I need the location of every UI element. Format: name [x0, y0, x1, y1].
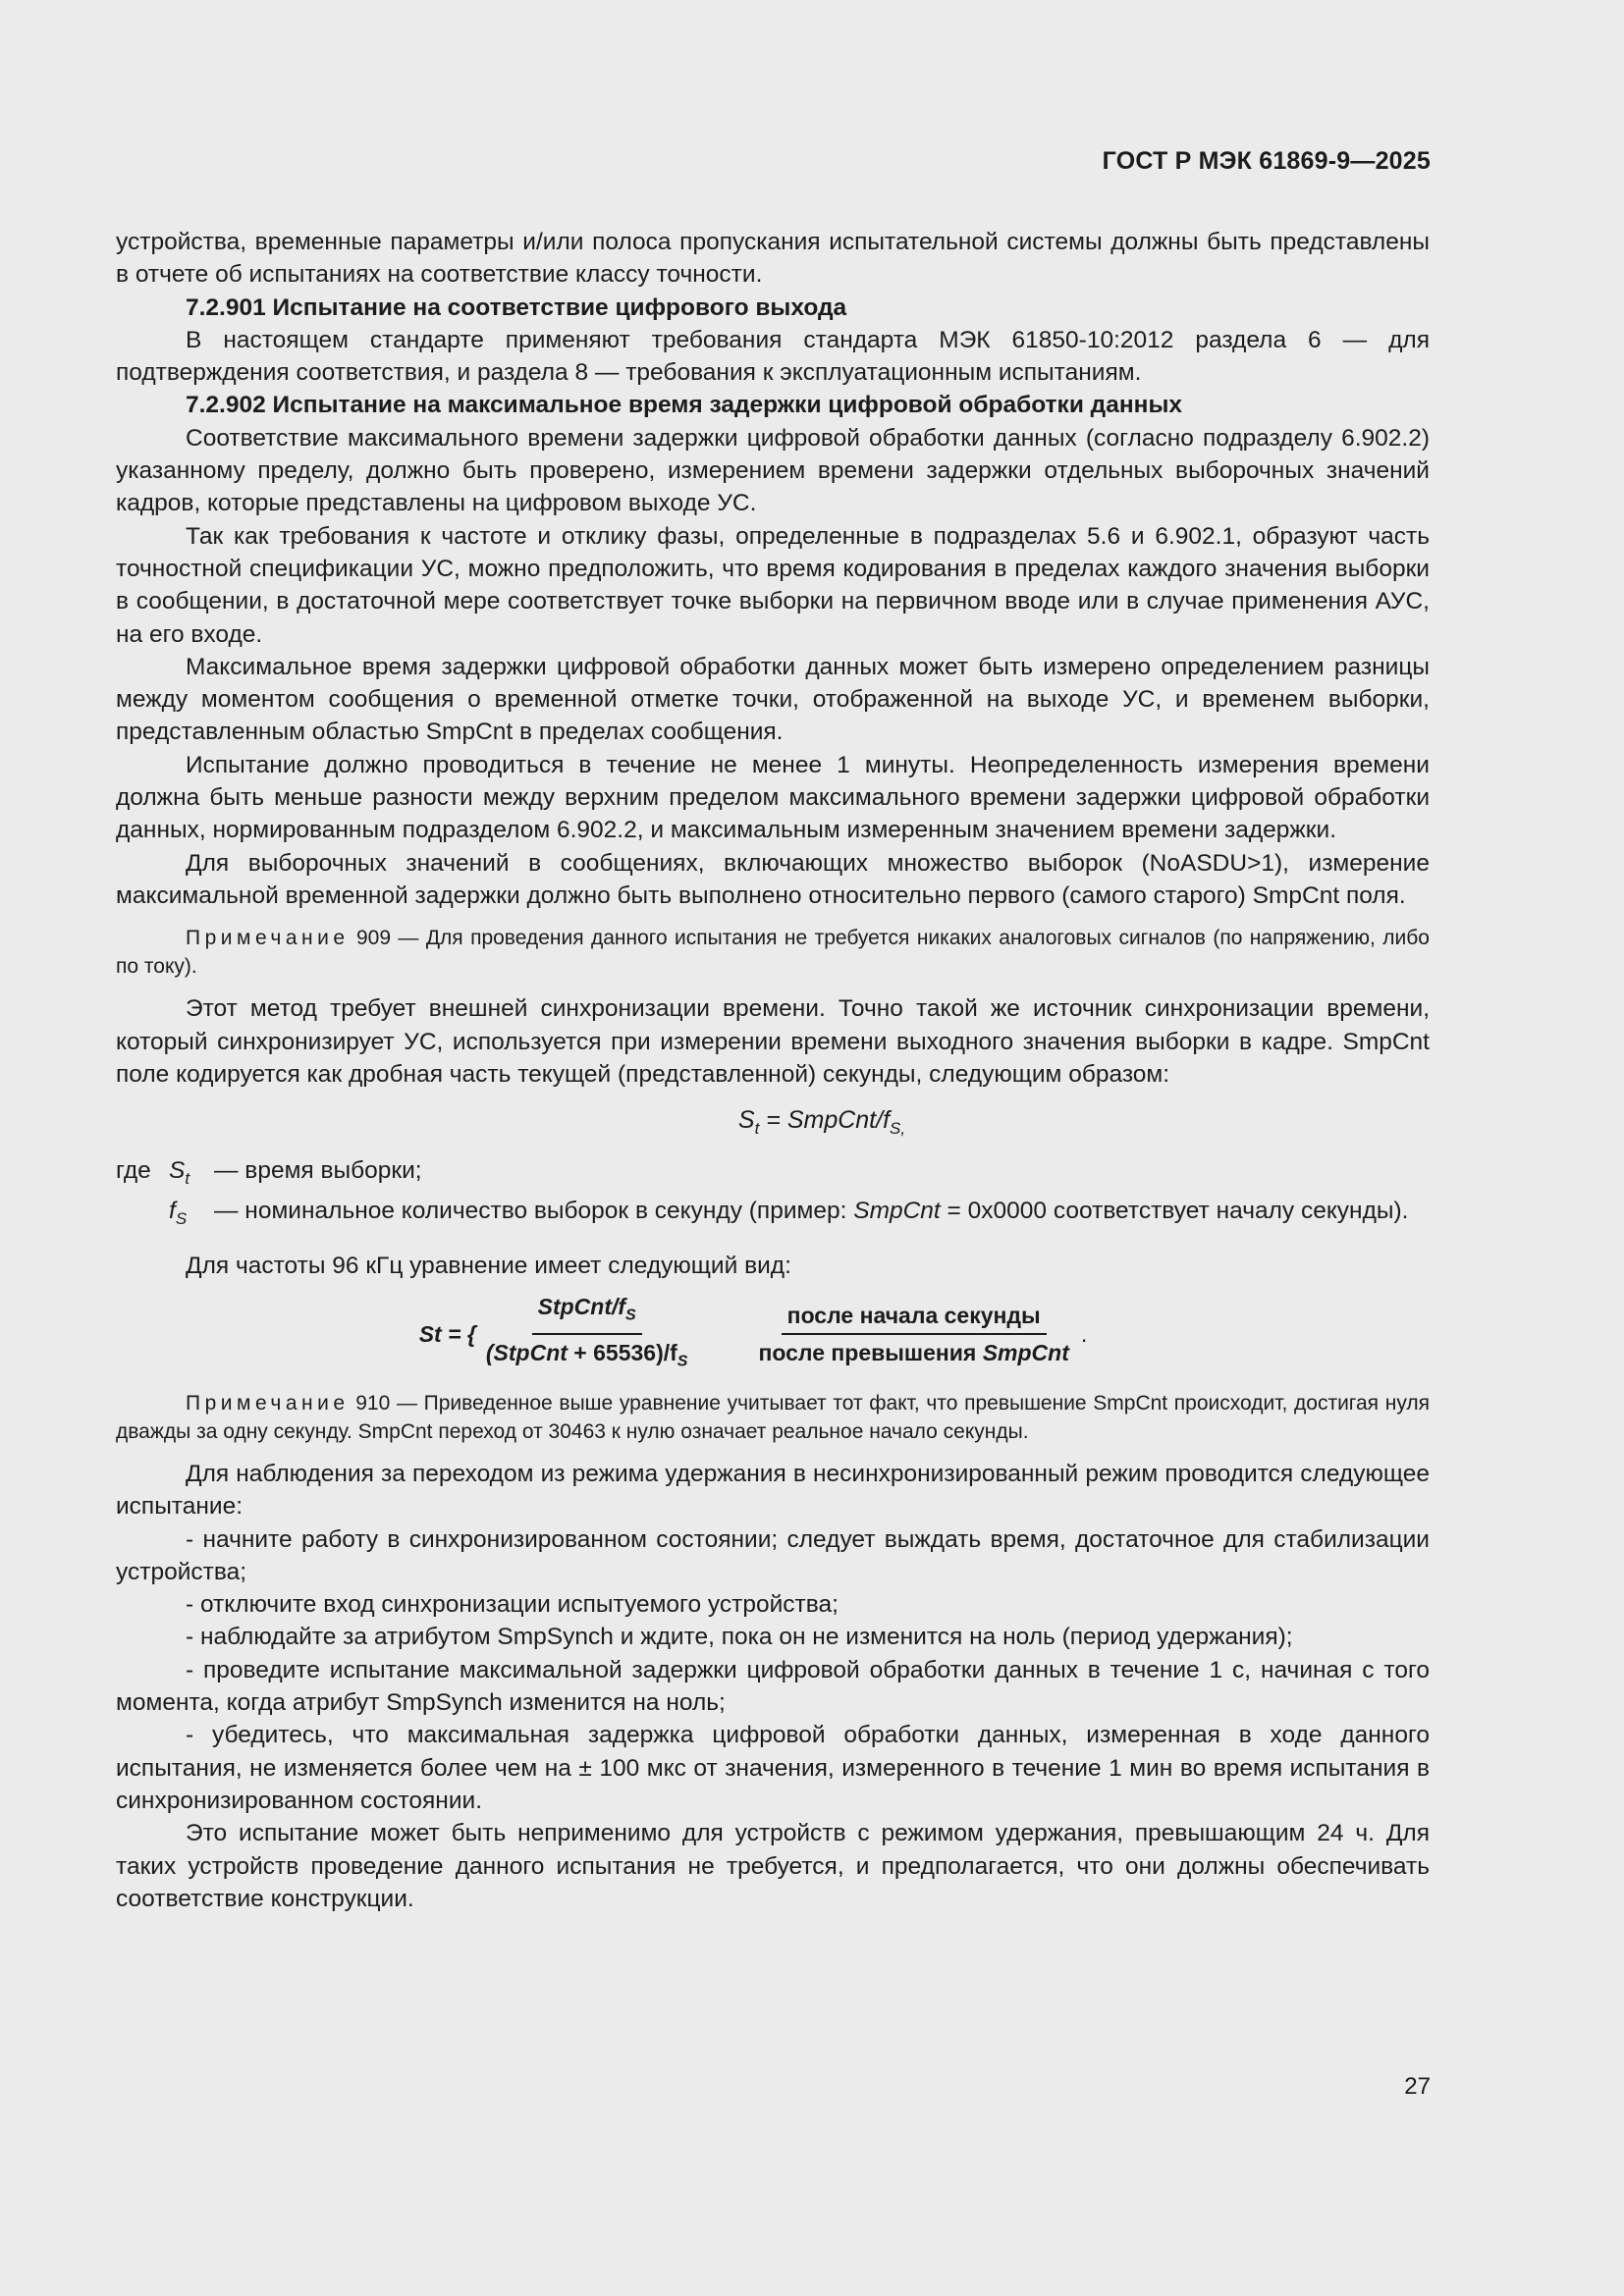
note-910	[116, 1389, 1430, 1446]
paragraph: Этот метод требует внешней синхронизации времени. Точно такой же источник синхронизации времени, который синхронизирует УС, используется при измерении времени выходного значения выборки в кадре. SmpCnt поле кодируется как дробная часть текущей (представленной) секунды, следующим образом:	[116, 995, 1430, 1088]
list-item: - проведите испытание максимальной задержки цифровой обработки данных в течение 1 с, начиная с того момента, когда атрибут SmpSynch изменится на ноль;	[116, 1656, 1430, 1717]
paragraph: Это испытание может быть неприменимо для устройств с режимом удержания, превышающим 24 ч. Для таких устройств проведение данного испытания не требуется, и предполагается, что они должны обеспечивать соответствие конструкции.	[116, 1820, 1430, 1912]
list-item: - отключите вход синхронизации испытуемого устройства;	[186, 1591, 839, 1619]
where-symbol: $f_S$	[169, 1198, 188, 1229]
equation-lhs: St = {	[418, 1320, 476, 1347]
where-row	[116, 1195, 1430, 1235]
section-heading-7-2-902: 7.2.902 Испытание на максимальное время задержки цифровой обработки данных	[186, 392, 1183, 419]
paragraph: Так как требования к частоте и отклику фазы, определенные в подразделах 5.6 и 6.902.1, образуют часть точностной спецификации УС, можно предположить, что время кодирования в пределах каждого значения выборки в сообщении, в достаточной мере соответствует точке выборки на первичном вводе или в случае применения АУС, на его входе.	[116, 522, 1430, 648]
formula-main: $S_t$ = SmpCnt/$f_{S,}$	[737, 1106, 906, 1139]
equation-96khz: St = { $\frac{StpCnt/f_S}{(StpCnt + 65536)/f_S}$ $\frac{\text{после начала секунды}}{\text{после превышения SmpCnt}}$ .	[116, 1292, 1430, 1377]
paragraph: устройства, временные параметры и/или полоса пропускания испытательной системы должны быть представлены в отчете об испытаниях на соответствие классу точности.	[116, 229, 1430, 289]
paragraph: Для наблюдения за переходом из режима удержания в несинхронизированный режим проводится следующее испытание:	[116, 1460, 1430, 1521]
where-symbol: $S_t$	[169, 1157, 190, 1189]
where-block	[116, 1154, 1430, 1235]
note-text: 909 — Для проведения данного испытания не требуется никаких аналоговых сигналов (по напряжению, либо по току).	[116, 927, 1430, 979]
note-text: 910 — Приведенное выше уравнение учитывает тот факт, что превышение SmpCnt происходит, достигая нуля дважды за одну секунду. SmpCnt переход от 30463 к нулю означает реальное начало секунды.	[116, 1391, 1430, 1443]
where-row	[116, 1154, 1430, 1195]
document-header: ГОСТ Р МЭК 61869-9—2025	[1102, 147, 1431, 175]
paragraph: Испытание должно проводиться в течение не менее 1 минуты. Неопределенность измерения времени должна быть меньше разности между верхним пределом максимального времени задержки цифровой обработки данных, нормированным подразделом 6.902.2, и максимальным измеренным значением времени задержки.	[116, 751, 1430, 844]
where-definition: — время выборки;	[214, 1157, 422, 1185]
list-item: - наблюдайте за атрибутом SmpSynch и ждите, пока он не изменится на ноль (период удержания);	[186, 1624, 1293, 1651]
paragraph: Максимальное время задержки цифровой обработки данных может быть измерено определением разницы между моментом сообщения о временной отметке точки, отображенной на выходе УС, и временем выборки, представленным областью SmpCnt в пределах сообщения.	[116, 653, 1430, 746]
paragraph: Для выборочных значений в сообщениях, включающих множество выборок (NoASDU>1), измерение максимальной временной задержки должно быть выполнено относительно первого (самого старого) SmpCnt поля.	[116, 849, 1430, 909]
list-item: - начните работу в синхронизированном состоянии; следует выждать время, достаточное для стабилизации устройства;	[116, 1525, 1430, 1585]
where-label: где	[116, 1157, 151, 1185]
paragraph: Соответствие максимального времени задержки цифровой обработки данных (согласно подразделу 6.902.2) указанному пределу, должно быть проверено, измерением времени задержки отдельных выборочных значений кадров, которые представлены на цифровом выходе УС.	[116, 424, 1430, 517]
note-label: Примечание	[186, 927, 350, 950]
paragraph: Для частоты 96 кГц уравнение имеет следующий вид:	[186, 1252, 791, 1279]
note-label: Примечание	[186, 1391, 350, 1415]
paragraph: В настоящем стандарте применяют требования стандарта МЭК 61850-10:2012 раздела 6 — для подтверждения соответствия, и раздела 8 — требования к эксплуатационным испытаниям.	[116, 326, 1430, 387]
where-definition: — номинальное количество выборок в секунду (пример: SmpCnt = 0x0000 соответствует началу секунды).	[214, 1198, 1409, 1225]
section-heading-7-2-901: 7.2.901 Испытание на соответствие цифрового выхода	[186, 294, 847, 321]
document-body	[116, 226, 1430, 1915]
page-number: 27	[1404, 2073, 1431, 2100]
equation-fraction-left: $\frac{StpCnt/f_S}{(StpCnt + 65536)/f_S}$	[485, 1293, 688, 1370]
list-item: - убедитесь, что максимальная задержка цифровой обработки данных, измеренная в ходе данного испытания, не изменяется более чем на ± 100 мкс от значения, измеренного в течение 1 мин во время испытания в синхронизированном состоянии.	[116, 1722, 1430, 1814]
equation-fraction-right: $\frac{\text{после начала секунды}}{\text{после превышения SmpCnt}}$	[758, 1303, 1069, 1366]
note-909	[116, 924, 1430, 981]
